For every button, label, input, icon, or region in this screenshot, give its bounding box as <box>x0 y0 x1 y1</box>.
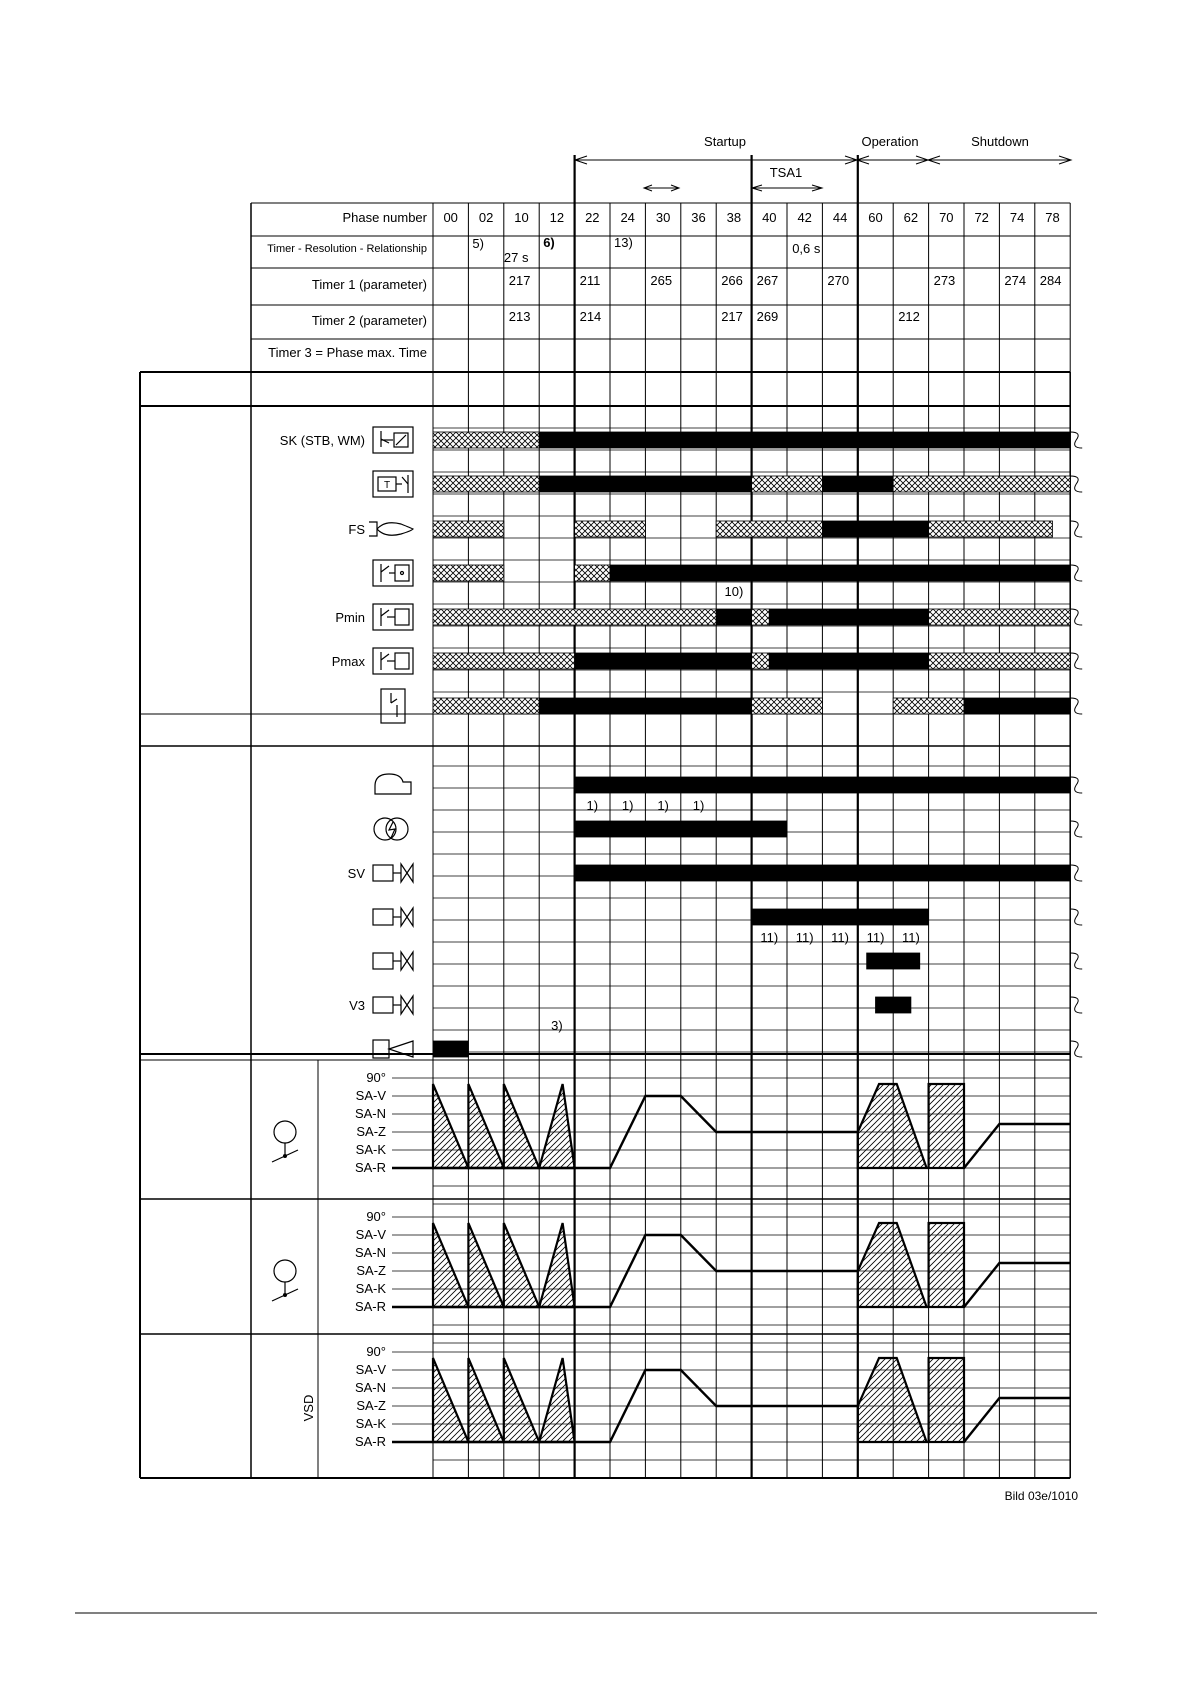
limit-switch-icon <box>373 560 413 586</box>
fan-motor-icon <box>375 774 411 794</box>
actuator-modulation-area <box>858 1358 927 1442</box>
actuator-ramp <box>539 1358 574 1442</box>
startup-span-arrow <box>575 156 857 164</box>
safety-valve-icon <box>373 864 413 882</box>
input-signal-segment-hatch <box>575 521 646 537</box>
phase-number-72: 72 <box>974 210 989 225</box>
footnote-marker: 10) <box>724 584 744 599</box>
continuation-mark <box>1070 1041 1082 1057</box>
phase-number-24: 24 <box>620 210 635 225</box>
shutdown-span-arrow <box>928 156 1071 164</box>
timer-resolution-cell: 5) <box>472 236 484 251</box>
actuator-ramp <box>468 1358 503 1442</box>
phase-number-00: 00 <box>443 210 458 225</box>
actuator-hold-area <box>929 1358 964 1442</box>
actuator-level-label: SA-K <box>355 1281 386 1296</box>
actuator-shutdown-line <box>964 1263 1070 1307</box>
input-signal-segment-hatch <box>433 698 539 714</box>
continuation-mark <box>1070 909 1082 925</box>
svg-text:T: T <box>383 480 391 491</box>
footnote-marker: 1) <box>657 798 669 813</box>
actuator-hold-area <box>929 1084 964 1168</box>
phase-number-60: 60 <box>868 210 883 225</box>
actuator-level-label: SA-V <box>355 1362 386 1377</box>
pressure-switch-max-icon <box>373 648 413 674</box>
footnote-marker: 1) <box>621 798 634 813</box>
timer1-value-22: 211 <box>579 273 601 288</box>
phase-number-30: 30 <box>655 210 671 225</box>
phase-number-22: 22 <box>585 210 600 225</box>
actuator-ramp <box>433 1223 468 1307</box>
fuel-valve-2-icon <box>373 952 413 970</box>
footnote-marker: 11) <box>760 930 779 945</box>
phase-group-headers <box>575 134 1071 191</box>
input-signal-segment-solid <box>716 609 751 625</box>
actuator-level-label: SA-V <box>355 1227 386 1242</box>
input-signal-segment-hatch <box>433 432 539 448</box>
timer1-value-10: 217 <box>508 273 531 288</box>
continuation-mark <box>1070 821 1082 837</box>
footnote-marker: 3) <box>551 1018 563 1033</box>
actuator-level-label: SA-R <box>354 1434 386 1449</box>
actuator-damper-icon <box>274 1260 296 1282</box>
actuator-level-label: SA-Z <box>356 1124 386 1139</box>
actuator-level-label: SA-K <box>355 1416 386 1431</box>
output-signal-segment-solid <box>575 777 1071 793</box>
input-signal-label: Pmax <box>331 654 365 669</box>
phase-number-42: 42 <box>797 210 812 225</box>
actuator-level-label: SA-K <box>355 1142 386 1157</box>
input-signal-label: SK (STB, WM) <box>279 433 365 448</box>
actuator-level-label: 90° <box>366 1344 386 1359</box>
actuator-level-label: 90° <box>366 1209 386 1224</box>
continuation-mark <box>1070 432 1082 448</box>
timer2-value-22: 214 <box>579 309 602 324</box>
input-signal-segment-solid <box>769 609 928 625</box>
input-signal-segment-hatch <box>929 653 1071 669</box>
actuator-profiles <box>272 1070 1070 1478</box>
timer1-value-38: 266 <box>721 273 743 288</box>
pressure-switch-min-icon <box>373 604 413 630</box>
input-signal-segment-hatch <box>752 609 770 625</box>
phase-30-span-arrow <box>644 185 679 191</box>
footnote-marker: 1) <box>586 798 599 813</box>
input-signal-segment-solid <box>822 476 893 492</box>
startup-label: Startup <box>704 134 746 149</box>
timer1-value-30: 265 <box>650 273 673 288</box>
input-signal-segment-solid <box>539 476 751 492</box>
continuation-mark <box>1070 997 1082 1013</box>
output-signal-segment-solid <box>575 865 1071 881</box>
operation-span-arrow <box>857 156 928 164</box>
continuation-mark <box>1070 698 1082 714</box>
timer1-value-74: 274 <box>1004 273 1027 288</box>
actuator-level-label: SA-Z <box>356 1263 386 1278</box>
input-signal-segment-hatch <box>433 653 575 669</box>
input-signal-segment-solid <box>539 698 751 714</box>
input-signal-segment-hatch <box>929 521 1053 537</box>
input-signal-segment-hatch <box>752 698 823 714</box>
actuator-ramp <box>433 1084 468 1168</box>
alarm-horn-icon <box>373 1040 413 1058</box>
input-signal-segment-solid <box>610 565 1070 581</box>
input-signal-segment-hatch <box>752 653 770 669</box>
timer2-value-10: 213 <box>508 309 531 324</box>
output-signal-segment-solid <box>867 953 920 969</box>
continuation-mark <box>1070 777 1082 793</box>
tsa1-label: TSA1 <box>769 165 803 180</box>
ignition-transformer-icon <box>374 818 408 840</box>
phase-number-12: 12 <box>549 210 565 225</box>
output-signal-label: SV <box>347 866 365 881</box>
actuator-ramp <box>468 1084 503 1168</box>
input-signal-segment-hatch <box>752 476 823 492</box>
continuation-mark <box>1070 953 1082 969</box>
actuator-level-label: SA-N <box>354 1245 386 1260</box>
phase-number-44: 44 <box>832 210 848 225</box>
timer3-label: Timer 3 = Phase max. Time <box>268 345 427 360</box>
actuator-hold-area <box>929 1223 964 1307</box>
signal-bars <box>433 432 1082 1057</box>
output-signal-segment-solid <box>752 909 929 925</box>
input-signal-segment-hatch <box>929 609 1071 625</box>
continuation-mark <box>1070 565 1082 581</box>
actuator-level-label: SA-N <box>354 1106 386 1121</box>
input-signal-segment-solid <box>822 521 928 537</box>
timer1-value-78: 284 <box>1039 273 1062 288</box>
footnote-marker: 1) <box>692 798 705 813</box>
safety-loop-switch-icon <box>373 427 413 453</box>
actuator-level-label: SA-R <box>354 1299 386 1314</box>
operation-label: Operation <box>861 134 919 149</box>
phase-number-10: 10 <box>514 210 529 225</box>
input-signal-segment-hatch <box>575 565 610 581</box>
continuation-mark <box>1070 609 1082 625</box>
output-signal-label: V3 <box>349 998 365 1013</box>
input-signal-segment-hatch <box>433 521 504 537</box>
input-signal-segment-hatch <box>893 476 1070 492</box>
actuator-ramp <box>504 1358 539 1442</box>
output-signal-segment-solid <box>433 1041 468 1057</box>
actuator-level-label: SA-Z <box>356 1398 386 1413</box>
actuator-ramp <box>539 1084 574 1168</box>
input-signal-segment-hatch <box>433 565 504 581</box>
timer-resolution-label: Timer - Resolution - Relationship <box>267 243 427 255</box>
actuator-shutdown-line <box>964 1398 1070 1442</box>
phase-number-40: 40 <box>762 210 777 225</box>
actuator-level-label: SA-N <box>354 1380 386 1395</box>
actuator-level-label: SA-V <box>355 1088 386 1103</box>
header-table-text <box>267 210 1061 360</box>
actuator-level-label: 90° <box>366 1070 386 1085</box>
shutdown-label: Shutdown <box>971 134 1029 149</box>
phase-number-78: 78 <box>1045 210 1060 225</box>
input-signal-segment-hatch <box>893 698 964 714</box>
diagram-grid <box>140 372 1070 1478</box>
continuation-mark <box>1070 476 1082 492</box>
input-signal-label: FS <box>348 522 365 537</box>
phase-number-36: 36 <box>691 210 706 225</box>
continuation-mark <box>1070 865 1082 881</box>
actuator-ramp <box>539 1223 574 1307</box>
actuator-ramp <box>468 1223 503 1307</box>
footnote-marker: 11) <box>831 930 850 945</box>
timer2-value-62: 212 <box>898 309 920 324</box>
tsa1-span-arrow <box>752 185 822 191</box>
contact-switch-icon <box>381 689 405 723</box>
footnote-marker: 11) <box>866 930 885 945</box>
input-signal-label: Pmin <box>335 610 365 625</box>
thermostat-switch-icon <box>373 471 413 497</box>
timer1-value-44: 270 <box>827 273 850 288</box>
fuel-valve-1-icon <box>373 908 413 926</box>
actuator-modulation-area <box>858 1223 927 1307</box>
phase-number-74: 74 <box>1009 210 1025 225</box>
actuator-modulation-area <box>858 1084 927 1168</box>
input-signal-segment-solid <box>575 653 752 669</box>
continuation-mark <box>1070 521 1082 537</box>
actuator-ramp <box>504 1223 539 1307</box>
timer-resolution-cell: 0,6 s <box>792 241 821 256</box>
actuator-ramp <box>504 1084 539 1168</box>
footnote-markers <box>551 584 920 1033</box>
timer-resolution-cell: 13) <box>614 235 633 250</box>
phase-number-02: 02 <box>478 210 494 225</box>
phase-number-70: 70 <box>939 210 954 225</box>
phase-number-38: 38 <box>726 210 742 225</box>
signal-icons <box>280 427 413 1058</box>
output-signal-segment-solid <box>876 997 911 1013</box>
timer2-value-38: 217 <box>721 309 743 324</box>
footnote-marker: 11) <box>795 930 814 945</box>
timer1-value-40: 267 <box>756 273 779 288</box>
input-signal-segment-hatch <box>433 476 539 492</box>
input-signal-segment-solid <box>964 698 1070 714</box>
actuator-level-label: SA-R <box>354 1160 386 1175</box>
timer-resolution-cell: 27 s <box>503 250 529 265</box>
actuator-shutdown-line <box>964 1124 1070 1168</box>
footnote-marker: 11) <box>901 930 920 945</box>
fuel-valve-3-icon <box>373 996 413 1014</box>
input-signal-segment-hatch <box>433 609 716 625</box>
input-signal-segment-solid <box>539 432 1070 448</box>
phase-number-62: 62 <box>903 210 919 225</box>
continuation-mark <box>1070 653 1082 669</box>
actuator-ramp <box>433 1358 468 1442</box>
phase-number-label: Phase number <box>342 210 427 225</box>
timer1-label: Timer 1 (parameter) <box>311 277 427 292</box>
timer2-value-40: 269 <box>756 309 779 324</box>
input-signal-segment-solid <box>769 653 928 669</box>
figure-reference: Bild 03e/1010 <box>1004 1489 1078 1503</box>
timer1-value-70: 273 <box>933 273 956 288</box>
output-signal-segment-solid <box>575 821 787 837</box>
timer2-label: Timer 2 (parameter) <box>311 313 427 328</box>
vsd-label: VSD <box>301 1394 316 1422</box>
timer-resolution-cell: 6) <box>543 235 555 250</box>
input-signal-segment-hatch <box>716 521 822 537</box>
flame-sensor-icon <box>369 522 413 536</box>
actuator-damper-icon <box>274 1121 296 1143</box>
